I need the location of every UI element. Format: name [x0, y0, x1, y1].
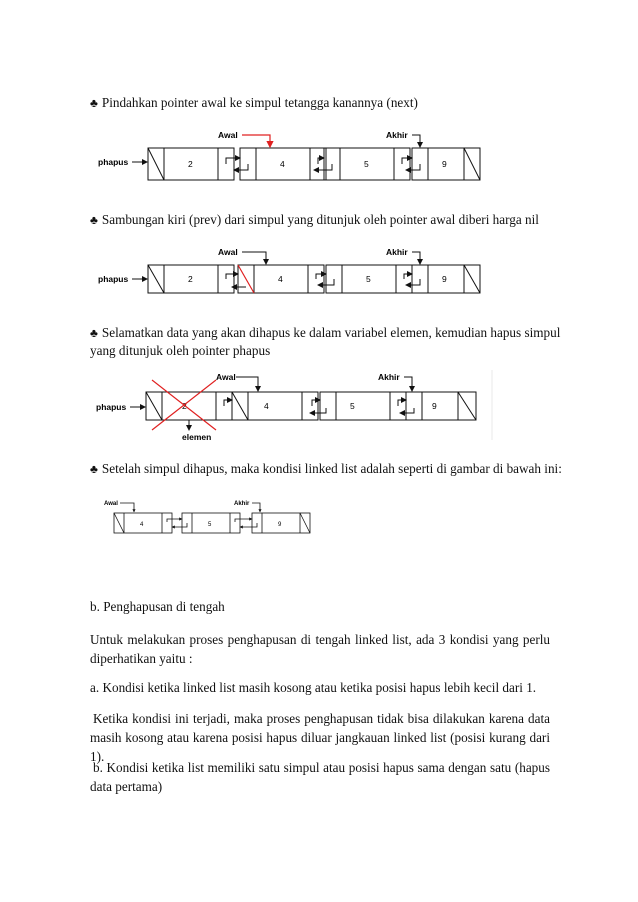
node-value: 5 [208, 522, 212, 528]
diagram-1 [90, 128, 490, 188]
node-value: 9 [442, 159, 447, 169]
bullet-2 [90, 211, 550, 229]
node-2 [182, 513, 240, 533]
node-2 [238, 265, 324, 293]
condition-b: b. Kondisi ketika list memiliki satu simpul atau posisi hapus sama dengan satu (hapus data pertama) [90, 760, 550, 794]
next-link [318, 158, 324, 164]
node-2 [232, 392, 318, 420]
node-value: 4 [278, 274, 283, 284]
nil-slash [114, 513, 124, 533]
akhir-pointer [412, 252, 420, 264]
club-bullet-icon: ♣ [90, 462, 98, 476]
node-1 [148, 265, 234, 293]
prev-link [234, 164, 248, 170]
prev-link [406, 164, 420, 170]
prev-link [240, 523, 257, 527]
awal-label: Awal [216, 372, 236, 382]
node-value: 4 [264, 401, 269, 411]
bullet-3-text-line1: Selamatkan data yang akan dihapus ke dalam variabel elemen, kemudian hapus simpul [101, 325, 561, 340]
prev-link [400, 408, 414, 413]
nil-slash [464, 148, 480, 180]
node-value: 4 [140, 522, 144, 528]
node-value: 4 [280, 159, 285, 169]
akhir-label: Akhir [386, 130, 408, 140]
node-value: 9 [442, 274, 447, 284]
node-value: 5 [350, 401, 355, 411]
next-link [404, 274, 412, 279]
elemen-label: elemen [182, 432, 212, 442]
awal-pointer-red [242, 135, 270, 147]
nil-slash [146, 392, 162, 420]
condition-a: a. Kondisi ketika linked list masih kosong atau ketika posisi hapus lebih kecil dari 1. [90, 680, 537, 695]
next-link [224, 400, 232, 406]
nil-slash [148, 148, 164, 180]
akhir-label: Akhir [378, 372, 400, 382]
club-bullet-icon: ♣ [90, 96, 98, 110]
prev-link [314, 164, 332, 170]
bullet-3 [90, 324, 561, 342]
phapus-label: phapus [98, 157, 129, 167]
awal-pointer [120, 503, 134, 512]
node-value: 5 [364, 159, 369, 169]
section-title: b. Penghapusan di tengah [90, 599, 225, 614]
akhir-pointer [412, 135, 420, 147]
node-value: 9 [432, 401, 437, 411]
club-bullet-icon: ♣ [90, 213, 98, 227]
nil-slash [148, 265, 164, 293]
diagram-2 [90, 245, 490, 305]
node-2 [240, 148, 326, 180]
awal-pointer [242, 252, 266, 264]
bullet-1-text: Pindahkan pointer awal ke simpul tetangga kanannya (next) [101, 95, 418, 110]
prev-link [406, 279, 420, 285]
awal-label: Awal [104, 501, 118, 507]
nil-slash [232, 392, 248, 420]
next-link [235, 519, 252, 522]
bullet-1 [90, 94, 550, 112]
node-1 [148, 148, 234, 180]
bullet-4 [90, 460, 562, 478]
akhir-label: Akhir [386, 247, 408, 257]
diagram-4 [100, 496, 320, 542]
club-bullet-icon: ♣ [90, 326, 98, 340]
next-link [167, 519, 182, 522]
bullet-2-text: Sambungan kiri (prev) dari simpul yang ditunjuk oleh pointer awal diberi harga nil [101, 212, 539, 227]
diagram-3 [90, 368, 500, 444]
phapus-label: phapus [98, 274, 129, 284]
bullet-3-cont [90, 342, 550, 360]
next-link [398, 400, 406, 406]
node-value: 9 [278, 522, 282, 528]
condition-a-description: Ketika kondisi ini terjadi, maka proses penghapusan tidak bisa dilakukan karena data masih kosong atau karena posisi hapus diluar jangkauan linked list (posisi kurang dari 1). [90, 711, 550, 764]
akhir-pointer [252, 503, 260, 512]
awal-pointer [236, 377, 258, 391]
bullet-4-text: Setelah simpul dihapus, maka kondisi linked list adalah seperti di gambar di bawah ini: [101, 461, 562, 476]
node-3 [326, 265, 412, 293]
akhir-pointer [404, 377, 412, 391]
akhir-label: Akhir [234, 501, 250, 507]
node-1 [114, 513, 172, 533]
phapus-label: phapus [96, 402, 127, 412]
nil-slash-red [238, 265, 254, 293]
node-value: 5 [366, 274, 371, 284]
prev-link [172, 523, 187, 527]
nil-slash [464, 265, 480, 293]
awal-label: Awal [218, 130, 238, 140]
node-3 [320, 392, 406, 420]
next-link [226, 274, 238, 279]
node-3 [324, 148, 410, 180]
node-3 [252, 513, 310, 533]
node-4 [406, 392, 476, 420]
awal-label: Awal [218, 247, 238, 257]
nil-slash [300, 513, 310, 533]
nil-slash [458, 392, 476, 420]
node-value: 2 [188, 159, 193, 169]
next-link [226, 158, 240, 164]
node-4 [412, 265, 480, 293]
bullet-3-text-line2: yang ditunjuk oleh pointer phapus [90, 343, 271, 358]
intro-paragraph: Untuk melakukan proses penghapusan di tengah linked list, ada 3 kondisi yang perlu diperhatikan yaitu : [90, 632, 550, 666]
node-4 [412, 148, 480, 180]
next-link [312, 400, 320, 406]
node-value: 2 [188, 274, 193, 284]
